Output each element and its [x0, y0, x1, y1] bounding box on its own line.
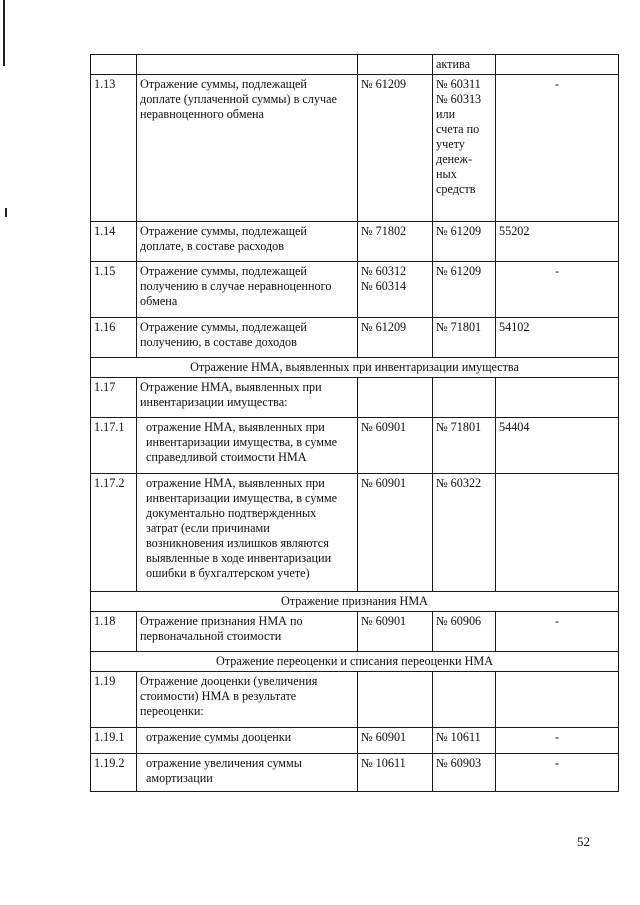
cell-debit: № 60901: [358, 418, 433, 474]
scan-speck: [5, 208, 7, 217]
table-row: [91, 474, 619, 592]
table-row: [91, 418, 619, 474]
section-title: Отражение переоценки и списания переоценки НМА: [91, 652, 619, 672]
cell-description: [137, 55, 358, 75]
cell-debit: [358, 55, 433, 75]
cell-description: Отражение дооценки (увеличения стоимости) НМА в результате переоценки:: [137, 672, 358, 728]
section-title: Отражение признания НМА: [91, 592, 619, 612]
table-row: [91, 262, 619, 318]
table-row: [91, 318, 619, 358]
cell-description: отражение увеличения суммы амортизации: [137, 754, 358, 792]
cell-description: отражение суммы дооценки: [137, 728, 358, 754]
scan-edge-mark: [3, 0, 5, 66]
cell-description: Отражение суммы, подлежащей получению, в составе доходов: [137, 318, 358, 358]
section-title: Отражение НМА, выявленных при инвентаризации имущества: [91, 358, 619, 378]
cell-description: отражение НМА, выявленных при инвентаризации имущества, в сумме справедливой стоимости НМА: [137, 418, 358, 474]
table-row: [91, 728, 619, 754]
cell-num: [91, 55, 137, 75]
cell-ekr: 54404: [496, 418, 619, 474]
cell-debit: № 61209: [358, 318, 433, 358]
cell-num: 1.16: [91, 318, 137, 358]
cell-credit: № 10611: [433, 728, 496, 754]
cell-description: Отражение суммы, подлежащей получению в случае неравноценного обмена: [137, 262, 358, 318]
cell-ekr: -: [496, 75, 619, 222]
cell-description: отражение НМА, выявленных при инвентаризации имущества, в сумме документально подтвержденных затрат (если причинами возникновения излишков являются выявленные в ходе инвентаризации ошибки в бухгалтерском учете): [137, 474, 358, 592]
cell-debit: № 71802: [358, 222, 433, 262]
cell-ekr: -: [496, 754, 619, 792]
cell-credit: [433, 378, 496, 418]
cell-debit: № 60901: [358, 474, 433, 592]
cell-ekr: [496, 474, 619, 592]
cell-credit: № 61209: [433, 222, 496, 262]
table-body: [91, 55, 619, 792]
table-row: [91, 672, 619, 728]
cell-num: 1.17.1: [91, 418, 137, 474]
table-row-continuation: [91, 55, 619, 75]
cell-ekr: [496, 55, 619, 75]
cell-num: 1.19: [91, 672, 137, 728]
cell-num: 1.17: [91, 378, 137, 418]
cell-num: 1.17.2: [91, 474, 137, 592]
cell-ekr: -: [496, 728, 619, 754]
cell-num: 1.14: [91, 222, 137, 262]
cell-num: 1.15: [91, 262, 137, 318]
cell-ekr: 54102: [496, 318, 619, 358]
cell-credit: № 71801: [433, 318, 496, 358]
section-header-row: [91, 652, 619, 672]
cell-debit: № 60312 № 60314: [358, 262, 433, 318]
cell-ekr: 55202: [496, 222, 619, 262]
cell-debit: [358, 672, 433, 728]
cell-credit: № 60311 № 60313 или счета по учету денеж- ных средств: [433, 75, 496, 222]
cell-num: 1.19.2: [91, 754, 137, 792]
section-header-row: [91, 358, 619, 378]
cell-credit: № 61209: [433, 262, 496, 318]
section-header-row: [91, 592, 619, 612]
cell-credit: № 60906: [433, 612, 496, 652]
cell-debit: № 60901: [358, 728, 433, 754]
accounting-entries-table: [90, 54, 619, 792]
table-row: [91, 75, 619, 222]
cell-credit: № 60322: [433, 474, 496, 592]
table-row: [91, 222, 619, 262]
cell-description: Отражение суммы, подлежащей доплате (уплаченной суммы) в случае неравноценного обмена: [137, 75, 358, 222]
cell-description: Отражение НМА, выявленных при инвентаризации имущества:: [137, 378, 358, 418]
cell-ekr: [496, 672, 619, 728]
table-row: [91, 378, 619, 418]
cell-credit: № 60903: [433, 754, 496, 792]
cell-credit: [433, 672, 496, 728]
cell-debit: [358, 378, 433, 418]
cell-debit: № 60901: [358, 612, 433, 652]
cell-credit: № 71801: [433, 418, 496, 474]
cell-description: Отражение суммы, подлежащей доплате, в составе расходов: [137, 222, 358, 262]
cell-debit: № 10611: [358, 754, 433, 792]
cell-num: 1.19.1: [91, 728, 137, 754]
cell-num: 1.13: [91, 75, 137, 222]
cell-ekr: -: [496, 612, 619, 652]
cell-description: Отражение признания НМА по первоначальной стоимости: [137, 612, 358, 652]
cell-credit: актива: [433, 55, 496, 75]
table-row: [91, 754, 619, 792]
cell-debit: № 61209: [358, 75, 433, 222]
table-row: [91, 612, 619, 652]
cell-ekr: -: [496, 262, 619, 318]
cell-num: 1.18: [91, 612, 137, 652]
cell-ekr: [496, 378, 619, 418]
page-number: 52: [577, 834, 590, 849]
